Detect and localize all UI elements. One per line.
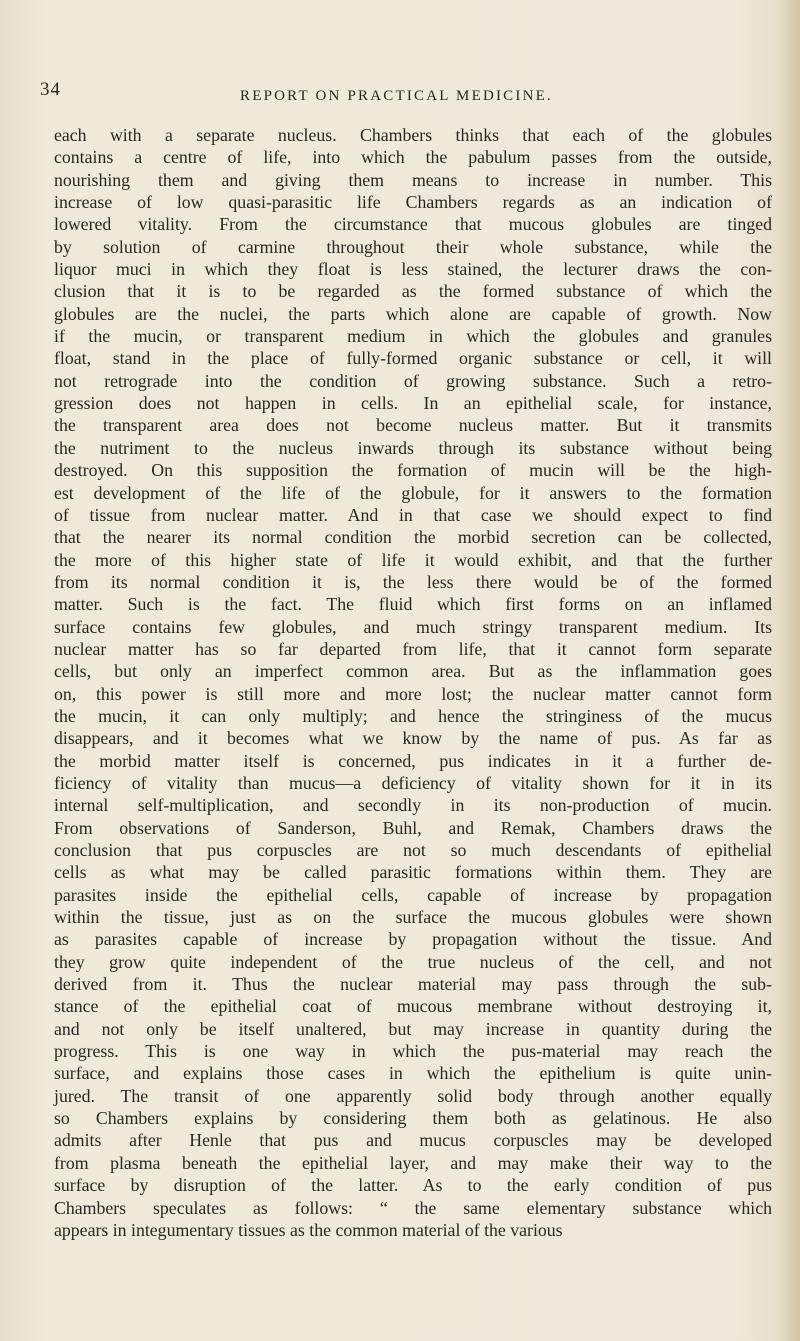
text-line: cells as what may be called parasitic formations within them. They are bbox=[54, 862, 772, 883]
text-line: that the nearer its normal condition the morbid secretion can be collected, bbox=[54, 527, 772, 548]
text-line: stance of the epithelial coat of mucous membrane without destroying it, bbox=[54, 996, 772, 1017]
text-line: disappears, and it becomes what we know by the name of pus. As far as bbox=[54, 728, 772, 749]
text-line: the nutriment to the nucleus inwards through its substance without being bbox=[54, 437, 772, 458]
text-line: conclusion that pus corpuscles are not so much descendants of epithelial bbox=[54, 840, 772, 860]
text-line: derived from it. Thus the nuclear material may pass through the sub- bbox=[54, 974, 772, 995]
text-line: not retrograde into the condition of growing substance. Such a retro- bbox=[54, 370, 772, 391]
text-line: surface contains few globules, and much stringy transparent medium. Its bbox=[54, 616, 772, 637]
text-line: contains a centre of life, into which the pabulum passes from the outside, bbox=[54, 147, 772, 168]
page-edge-shadow bbox=[778, 0, 800, 1341]
text-line: nourishing them and giving them means to increase in number. This bbox=[54, 169, 772, 190]
text-line: as parasites capable of increase by propagation without the tissue. And bbox=[54, 929, 772, 950]
text-line: lowered vitality. From the circumstance that mucous globules are tinged bbox=[54, 214, 772, 235]
text-line: gression does not happen in cells. In an epithelial scale, for instance, bbox=[54, 393, 772, 414]
text-line: admits after Henle that pus and mucus corpuscles may be developed bbox=[54, 1130, 772, 1151]
text-line: from its normal condition it is, the less there would be of the formed bbox=[54, 571, 772, 592]
text-line: surface, and explains those cases in which the epithelium is quite unin- bbox=[54, 1063, 772, 1084]
text-line: appears in integumentary tissues as the common material of the various bbox=[54, 1219, 563, 1240]
text-line: internal self-multiplication, and secondly in its non-production of mucin. bbox=[54, 795, 772, 816]
text-line: the morbid matter itself is concerned, pus indicates in it a further de- bbox=[54, 750, 772, 771]
text-line: surface by disruption of the latter. As to the early condition of pus bbox=[54, 1175, 772, 1196]
text-line: they grow quite independent of the true nucleus of the cell, and not bbox=[54, 951, 772, 972]
text-line: liquor muci in which they float is less stained, the lecturer draws the con- bbox=[54, 259, 772, 280]
text-line: float, stand in the place of fully-formed organic substance or cell, it will bbox=[54, 348, 772, 369]
text-line: parasites inside the epithelial cells, capable of increase by propagation bbox=[54, 884, 772, 905]
text-line: the mucin, it can only multiply; and hence the stringiness of the mucus bbox=[54, 705, 772, 726]
text-line: the transparent area does not become nucleus matter. But it transmits bbox=[54, 415, 772, 436]
text-line: ficiency of vitality than mucus—a deficiency of vitality shown for it in its bbox=[54, 772, 772, 793]
running-head: REPORT ON PRACTICAL MEDICINE. bbox=[240, 88, 553, 104]
text-line: clusion that it is to be regarded as the formed substance of which the bbox=[54, 281, 772, 302]
text-line: on, this power is still more and more lost; the nuclear matter cannot form bbox=[54, 683, 772, 704]
page-number: 34 bbox=[40, 79, 61, 100]
text-line: by solution of carmine throughout their whole substance, while the bbox=[54, 236, 772, 257]
text-line: globules are the nuclei, the parts which alone are capable of growth. Now bbox=[54, 303, 772, 324]
text-line: so Chambers explains by considering them both as gelatinous. He also bbox=[54, 1108, 772, 1129]
text-line: destroyed. On this supposition the formation of mucin will be the high- bbox=[54, 460, 772, 481]
text-line: from plasma beneath the epithelial layer, and may make their way to the bbox=[54, 1152, 772, 1173]
text-line: est development of the life of the globule, for it answers to the formation bbox=[54, 482, 772, 503]
text-line: and not only be itself unaltered, but may increase in quantity during the bbox=[54, 1018, 772, 1039]
text-line: the more of this higher state of life it would exhibit, and that the further bbox=[54, 549, 772, 570]
text-line: progress. This is one way in which the pus-material may reach the bbox=[54, 1041, 772, 1062]
text-line: if the mucin, or transparent medium in which the globules and granules bbox=[54, 326, 772, 347]
text-line: From observations of Sanderson, Buhl, and Remak, Chambers draws the bbox=[54, 817, 772, 838]
body-text bbox=[54, 124, 772, 1241]
text-line: each with a separate nucleus. Chambers thinks that each of the globules bbox=[54, 125, 772, 145]
text-line: jured. The transit of one apparently solid body through another equally bbox=[54, 1085, 772, 1106]
text-line: Chambers speculates as follows: “ the same elementary substance which bbox=[54, 1197, 772, 1218]
text-line: cells, but only an imperfect common area. But as the inflammation goes bbox=[54, 661, 772, 682]
text-line: within the tissue, just as on the surface the mucous globules were shown bbox=[54, 907, 772, 928]
text-line: nuclear matter has so far departed from life, that it cannot form separate bbox=[54, 638, 772, 659]
text-line: of tissue from nuclear matter. And in that case we should expect to find bbox=[54, 504, 772, 525]
text-line: increase of low quasi-parasitic life Chambers regards as an indication of bbox=[54, 192, 772, 213]
text-line: matter. Such is the fact. The fluid which first forms on an inflamed bbox=[54, 594, 772, 615]
